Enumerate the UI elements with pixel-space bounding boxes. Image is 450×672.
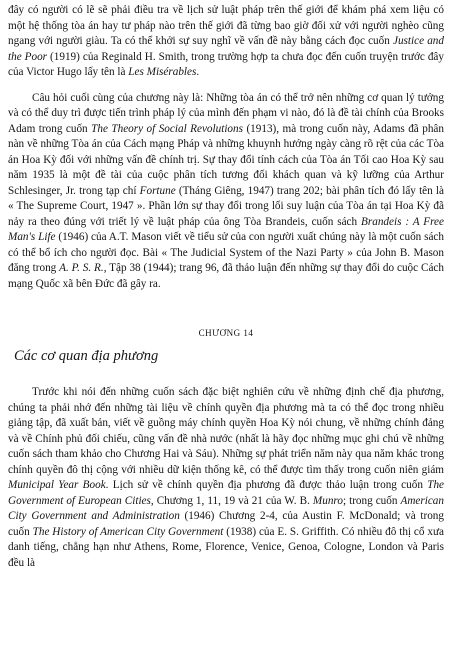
text-run: (1946) Chương 2-4, của Austin F. McDonald; và trong cuốn (8, 510, 444, 538)
text-run: (1946) của A.T. Mason viết về tiểu sử của con người xuất chúng này là một cuốn sách có thể bổ ích cho người đọc. Bài « The Judicial System of the Nazi Party » của John B. Mason đăng trong (8, 231, 444, 274)
text-run: (1938) của E. S. Griffith. Có nhiều đô thị cổ xưa danh tiếng, chẳng hạn như Athens, Rome, Florence, Venice, Genoa, Cologne, London và Paris đều là (8, 525, 444, 569)
italic-text: The Theory of Social Revolutions (91, 122, 243, 135)
text-run: (1919) của Reginald H. Smith, trong trường hợp ta chưa đọc đến cuốn truyện trước đây của Victor Hugo lấy tên là (8, 50, 444, 78)
italic-text: Justice and the Poor (8, 35, 444, 63)
text-run: . (196, 66, 200, 78)
text-run: , Chương 1, 11, 19 và 21 của W. B. (150, 494, 313, 507)
chapter-label: CHƯƠNG 14 (198, 328, 254, 338)
text-run: Trước khi nói đến những cuốn sách đặc biệt nghiên cứu về những định chế địa phương, chúng ta phải nhớ đến những tài liệu về chính quyền địa phương mà ta có thể đọc trong nhiều giảng tập, đã xuất bản, viết về guồng máy chính quyền Hoa Kỳ nói chung, về những chính đảng và về Chính phủ đối chiếu, cũng vấn đề nhà nước (nhất là hãy đọc những mục ghi chú về những cuốn sách tham khảo cho Chương Hai và Sáu). Những sự phát triển năm này qua năm khác trong chính quyền đô thị cộng với nhiều dữ kiện thống kê, có thể được tìm thấy trong cuốn niên giám (8, 386, 444, 476)
text-run: . Lịch sử về chính quyền địa phương đã được thảo luận trong cuốn (105, 479, 428, 491)
italic-text: The History of American City Government (32, 525, 224, 538)
text-run: Câu hỏi cuối cùng của chương này là: Những tòa án có thể trở nên những cơ quan lý tưởng và có thể duy trì được tiến trình pháp lý của mình đến phạm vi nào, đó là đề tài chính của Brooks Adam trong cuốn (8, 91, 444, 135)
italic-text: Munro (312, 494, 343, 507)
italic-text: The Government of European Cities (8, 479, 444, 507)
paragraph-2 (8, 91, 444, 293)
text-run: ; trong cuốn (342, 494, 401, 507)
text-run: đây có người có lẽ sẽ phải điều tra về lịch sử luật pháp trên thế giới để khám phá xem liệu có một hệ thống tòa án hay tư pháp nào trên thế giới đã từng bao giờ đối xử với người nghèo cũng ngang với người giàu. Ta có thể khởi sự suy nghĩ về vấn đề này bằng cách đọc cuốn (8, 4, 444, 47)
text-run: (1913), mà trong cuốn này, Adams đã phân nàn về những Tòa án của Cách mạng Pháp và những khuynh hướng ngày càng rõ rệt của các Tòa án Hoa Kỳ đối với những vấn đề chính trị. Sự thay đổi tính cách của Tòa án Tối cao Hoa Kỳ sau năm 1935 là một đề tài của cuộc phân tích tương đối khách quan và kỹ lưỡng của Arthur Schlesinger, Jr. trong tạp chí (8, 122, 444, 197)
paragraph-3 (8, 385, 444, 571)
italic-text: Municipal Year Book (8, 479, 106, 491)
paragraph-1 (8, 3, 444, 81)
text-run: , Tập 38 (1944); trang 96, đã thảo luận đến những sự thay đổi do cuộc Cách mạng Quốc xã bên Đức đã gây ra. (8, 262, 444, 290)
italic-text: Les Misérables (128, 66, 197, 78)
italic-text: American City Government and Administration (8, 494, 444, 522)
italic-text: Brandeis : A Free Man's Life (8, 215, 444, 243)
text-run: (Tháng Giêng, 1947) trang 202; bài phân tích đó lấy tên là « The Supreme Court, 1947 ». Phần lớn sự thay đổi trong lối suy luận của Tòa án tại Hoa Kỳ đã nảy ra theo đúng với triết lý về luật pháp của ông Tòa Brandeis, cuốn sách (8, 184, 444, 228)
italic-text: A. P. S. R. (59, 262, 104, 274)
italic-text: Fortune (139, 184, 176, 197)
chapter-title: Các cơ quan địa phương (14, 348, 159, 364)
